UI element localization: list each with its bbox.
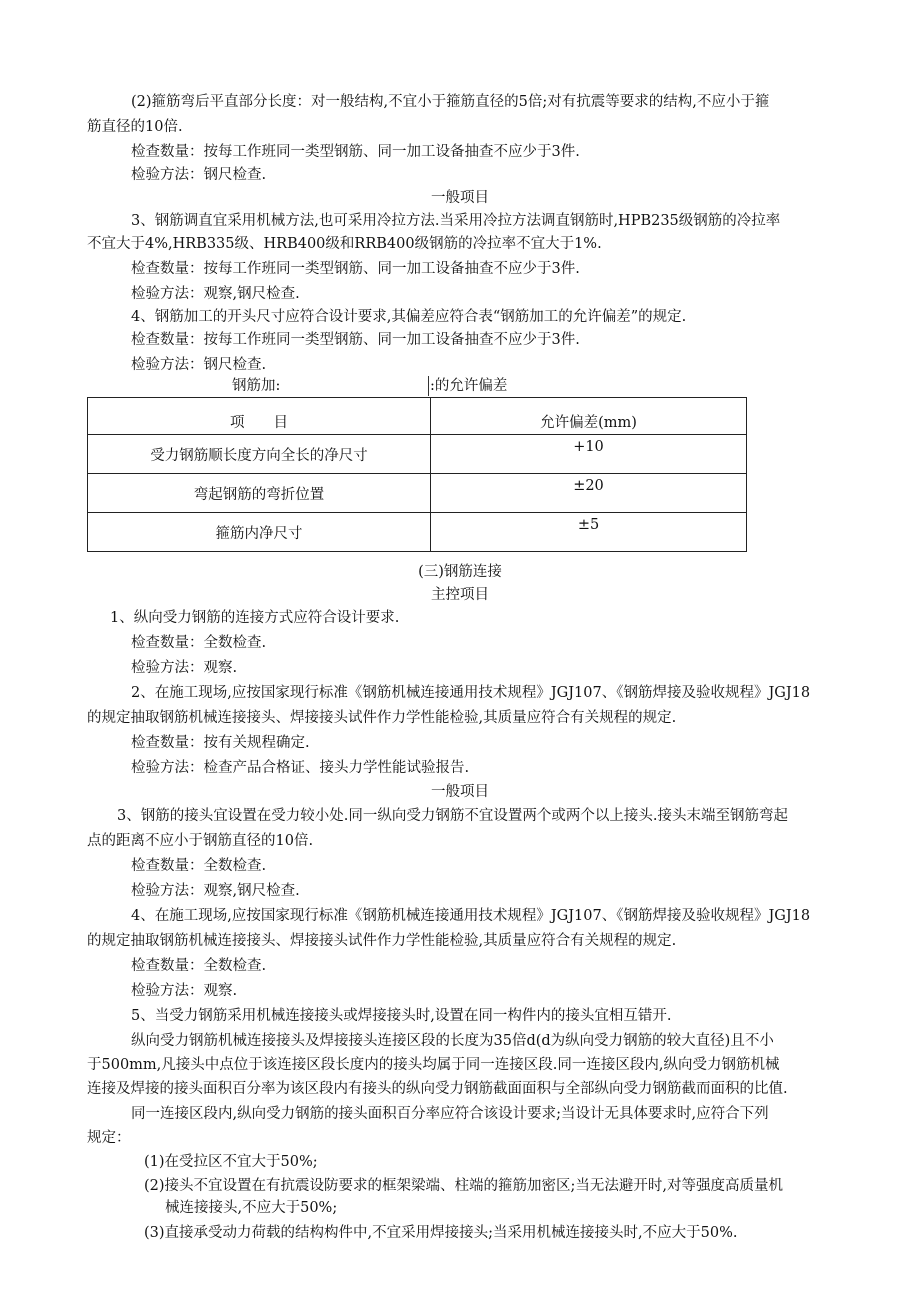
section-title-rebar-connection: (三)钢筋连接 <box>418 564 502 580</box>
item-4-line-1: 4、在施工现场,应按国家现行标准《钢筋机械连接通用技术规程》JGJ107、《钢筋焊接及验收规程》JGJ18 <box>131 908 811 924</box>
paragraph-1-line-1: 纵向受力钢筋机械连接接头及焊接接头连接区段的长度为35倍d(d为纵向受力钢筋的较大直径)且不小 <box>131 1033 774 1049</box>
general-items-heading-2: 一般项目 <box>431 784 489 800</box>
para-3-check-quantity: 检查数量：按每工作班同一类型钢筋、同一加工设备抽查不应少于3件. <box>131 261 580 277</box>
header-tolerance: 允许偏差(mm) <box>431 398 747 435</box>
item-1: 1、纵向受力钢筋的连接方式应符合设计要求. <box>110 610 400 626</box>
table-row <box>88 513 747 552</box>
para-2-check-quantity: 检查数量：按每工作班同一类型钢筋、同一加工设备抽查不应少于3件. <box>131 144 580 160</box>
item-2-line-1: 2、在施工现场,应按国家现行标准《钢筋机械连接通用技术规程》JGJ107、《钢筋焊接及验收规程》JGJ18 <box>131 685 811 701</box>
tolerance-table <box>87 397 747 552</box>
item-1-check-quantity: 检查数量：全数检查. <box>131 635 267 651</box>
rule-2-line-1: (2)接头不宜设置在有抗震设防要求的框架梁端、柱端的箍筋加密区;当无法避开时,对等强度高质量机 <box>144 1178 784 1194</box>
row-tolerance: ±5 <box>431 513 747 552</box>
rule-3: (3)直接承受动力荷载的结构构件中,不宜采用焊接接头;当采用机械连接接头时,不应大于50%. <box>144 1225 738 1241</box>
general-items-heading-1: 一般项目 <box>431 190 489 206</box>
table-caption-right: :的允许偏差 <box>430 378 508 394</box>
para-3-line-2: 不宜大于4%,HRB335级、HRB400级和RRB400级钢筋的冷拉率不宜大于1%. <box>87 236 602 252</box>
para-2-line-1: (2)箍筋弯后平直部分长度：对一般结构,不宜小于箍筋直径的5倍;对有抗震等要求的结构,不应小于箍 <box>131 94 770 110</box>
para-2-check-method: 检验方法：钢尺检查. <box>131 167 267 183</box>
item-3-line-2: 点的距离不应小于钢筋直径的10倍. <box>87 833 314 849</box>
item-4-check-quantity: 检查数量：全数检查. <box>131 958 267 974</box>
para-2-line-2: 筋直径的10倍. <box>87 119 183 135</box>
paragraph-2-line-1: 同一连接区段内,纵向受力钢筋的接头面积百分率应符合该设计要求;当设计无具体要求时,应符合下列 <box>131 1106 769 1122</box>
paragraph-1-line-2: 于500mm,凡接头中点位于该连接区段长度内的接头均属于同一连接区段.同一连接区段内,纵向受力钢筋机械 <box>87 1057 780 1073</box>
para-4-line-1: 4、钢筋加工的开头尺寸应符合设计要求,其偏差应符合表“钢筋加工的允许偏差”的规定. <box>131 309 687 325</box>
table-header-row <box>88 398 747 435</box>
para-3-check-method: 检验方法：观察,钢尺检查. <box>131 286 300 302</box>
main-control-items-heading: 主控项目 <box>431 587 489 603</box>
header-item: 项 目 <box>88 398 431 435</box>
row-tolerance: +10 <box>431 435 747 474</box>
item-4-check-method: 检验方法：观察. <box>131 983 238 999</box>
para-4-check-quantity: 检查数量：按每工作班同一类型钢筋、同一加工设备抽查不应少于3件. <box>131 332 580 348</box>
para-3-line-1: 3、钢筋调直宜采用机械方法,也可采用冷拉方法.当采用冷拉方法调直钢筋时,HPB235级钢筋的冷拉率 <box>131 213 781 229</box>
rule-2-line-2: 械连接接头,不应大于50%; <box>165 1200 338 1216</box>
row-tolerance: ±20 <box>431 474 747 513</box>
item-2-check-quantity: 检查数量：按有关规程确定. <box>131 735 310 751</box>
item-1-check-method: 检验方法：观察. <box>131 660 238 676</box>
table-caption-left: 钢筋加: <box>232 378 281 394</box>
table-row <box>88 474 747 513</box>
rule-1: (1)在受拉区不宜大于50%; <box>144 1154 318 1170</box>
row-item: 弯起钢筋的弯折位置 <box>88 474 431 513</box>
item-3-check-quantity: 检查数量：全数检查. <box>131 858 267 874</box>
table-row <box>88 435 747 474</box>
paragraph-2-line-2: 规定： <box>87 1130 131 1146</box>
para-4-check-method: 检验方法：钢尺检查. <box>131 357 267 373</box>
row-item: 箍筋内净尺寸 <box>88 513 431 552</box>
item-5: 5、当受力钢筋采用机械连接接头或焊接接头时,设置在同一构件内的接头宜相互错开. <box>131 1008 672 1024</box>
item-3-line-1: 3、钢筋的接头宜设置在受力较小处.同一纵向受力钢筋不宜设置两个或两个以上接头.接头末端至钢筋弯起 <box>117 808 788 824</box>
item-2-check-method: 检验方法：检查产品合格证、接头力学性能试验报告. <box>131 760 470 776</box>
paragraph-1-line-3: 连接及焊接的接头面积百分率为该区段内有接头的纵向受力钢筋截面面积与全部纵向受力钢筋截而面积的比值. <box>87 1081 788 1097</box>
item-2-line-2: 的规定抽取钢筋机械连接接头、焊接接头试件作力学性能检验,其质量应符合有关规程的规定. <box>87 710 677 726</box>
row-item: 受力钢筋顺长度方向全长的净尺寸 <box>88 435 431 474</box>
item-3-check-method: 检验方法：观察,钢尺检查. <box>131 883 300 899</box>
item-4-line-2: 的规定抽取钢筋机械连接接头、焊接接头试件作力学性能检验,其质量应符合有关规程的规定. <box>87 933 677 949</box>
